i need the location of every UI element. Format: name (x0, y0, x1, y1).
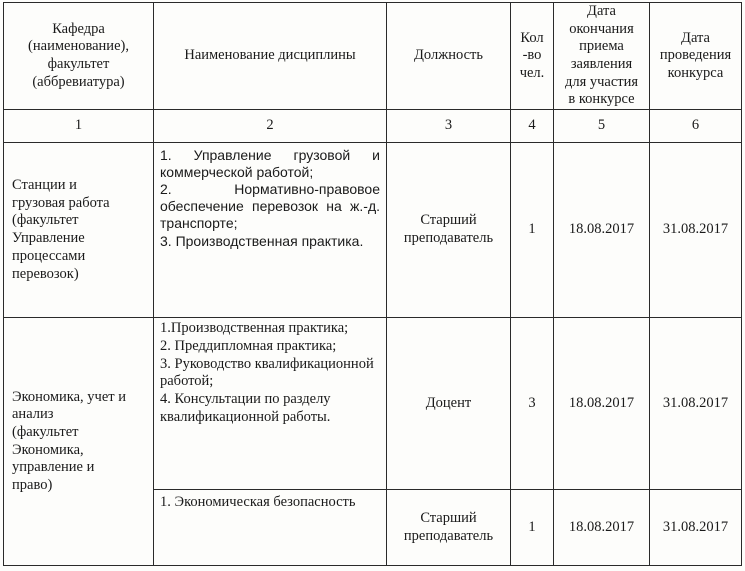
department-line: Станции и (12, 177, 77, 194)
position-cell (387, 490, 511, 566)
department-line: Экономика, учет и (12, 388, 127, 405)
header-deadline-line: в конкурсе (568, 91, 635, 108)
discipline-item: 3. Руководство квалификационной работой; (160, 355, 374, 390)
column-number: 5 (554, 110, 650, 143)
department-line: право) (12, 477, 53, 493)
header-count-line: Кол (520, 29, 544, 46)
header-department-line: (наименование), (28, 38, 129, 55)
discipline-item: 2. Преддипломная практика; (160, 337, 337, 354)
discipline-item: 1.Производственная практика; (160, 320, 349, 337)
header-deadline-line: для участия (564, 73, 639, 90)
department-line: Управление (12, 230, 85, 247)
count-cell: 1 (511, 490, 554, 566)
column-number-row (4, 110, 742, 143)
header-count-line: -во (522, 47, 542, 64)
header-count (511, 3, 554, 110)
position-line: Доцент (425, 394, 472, 411)
column-number: 3 (387, 110, 511, 143)
position-line: Старший (420, 509, 477, 526)
discipline-cell (154, 143, 387, 318)
header-contest-date-line: Дата (681, 29, 710, 46)
discipline-item: 4. Консультации по разделу квалификационной работы. (160, 390, 331, 425)
position-cell (387, 318, 511, 490)
table-row (4, 318, 742, 490)
count-cell: 3 (511, 318, 554, 490)
header-deadline-line: Дата (587, 3, 616, 19)
deadline-cell: 18.08.2017 (554, 143, 650, 318)
department-line: (факультет (12, 212, 79, 229)
header-department (4, 3, 154, 110)
department-cell (4, 318, 154, 566)
header-department-line: (аббревиатура) (32, 73, 125, 90)
discipline-item: 1. Управление грузовой и коммерческой работой; (160, 147, 380, 181)
count-cell: 1 (511, 143, 554, 318)
discipline-item: 3. Производственная практика. (160, 232, 364, 249)
discipline-item: 1. Экономическая безопасность (160, 494, 356, 511)
column-number: 2 (154, 110, 387, 143)
header-deadline-line: окончания (569, 20, 634, 37)
discipline-cell (154, 318, 387, 490)
department-line: Экономика, (12, 441, 84, 458)
position-line: Старший (420, 212, 477, 229)
deadline-cell: 18.08.2017 (554, 318, 650, 490)
contest-date-cell: 31.08.2017 (650, 318, 742, 490)
department-line: управление и (12, 459, 95, 476)
header-contest-date (650, 3, 742, 110)
header-row (4, 3, 742, 110)
department-cell (4, 143, 154, 318)
department-line: процессами (12, 247, 86, 264)
department-line: перевозок) (12, 265, 79, 282)
position-line: преподаватель (403, 230, 494, 247)
header-contest-date-line: проведения (659, 47, 732, 64)
department-line: грузовая работа (12, 194, 110, 211)
column-number: 4 (511, 110, 554, 143)
position-cell (387, 143, 511, 318)
header-contest-date-line: конкурса (667, 64, 724, 81)
contest-date-cell: 31.08.2017 (650, 490, 742, 566)
header-position: Должность (387, 3, 511, 110)
department-line: (факультет (12, 423, 79, 440)
column-number: 1 (4, 110, 154, 143)
department-line: анализ (12, 406, 54, 423)
column-number: 6 (650, 110, 742, 143)
discipline-cell (154, 490, 387, 566)
header-deadline (554, 3, 650, 110)
contest-date-cell: 31.08.2017 (650, 143, 742, 318)
discipline-item: 2. Нормативно-правовое обеспечение перевозок на ж.-д. транспорте; (160, 181, 380, 232)
header-department-line: факультет (47, 56, 110, 73)
header-deadline-line: заявления (570, 56, 633, 73)
deadline-cell: 18.08.2017 (554, 490, 650, 566)
table-row (4, 143, 742, 318)
vacancy-table (3, 2, 742, 566)
header-department-line: Кафедра (52, 20, 105, 37)
position-line: преподаватель (403, 527, 494, 544)
header-deadline-line: приема (579, 38, 624, 55)
header-count-line: чел. (519, 64, 545, 81)
header-discipline: Наименование дисциплины (154, 3, 387, 110)
